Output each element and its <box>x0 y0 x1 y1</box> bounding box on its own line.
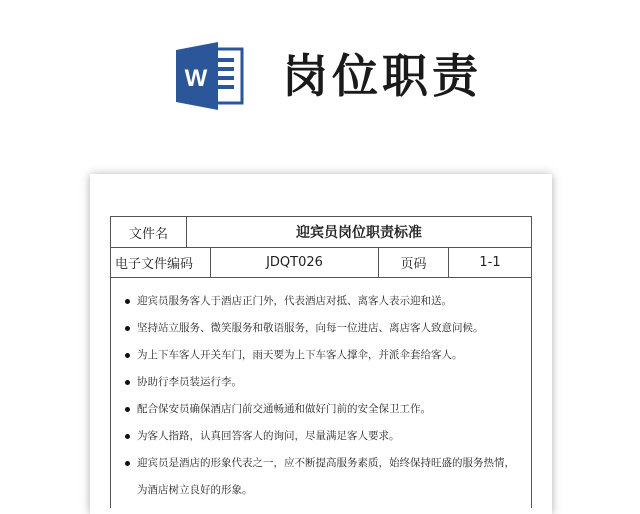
file-code-value: JDQT026 <box>211 248 379 277</box>
file-code-label: 电子文件编码 <box>111 248 211 277</box>
bullet-icon <box>125 461 130 466</box>
bullet-icon <box>125 299 130 304</box>
bullet-icon <box>125 353 130 358</box>
svg-text:W: W <box>184 65 208 92</box>
list-item: 迎宾员服务客人于酒店正门外，代表酒店对抵、离客人表示迎和送。 <box>121 288 531 315</box>
document-sheet <box>90 174 552 514</box>
list-item: 为上下车客人开关车门，雨天要为上下车客人撑伞，并派伞套给客人。 <box>121 342 531 369</box>
page-value: 1-1 <box>479 255 501 270</box>
file-name-label: 文件名 <box>111 217 187 247</box>
page-label: 页码 <box>379 248 449 277</box>
bullet-icon <box>125 380 130 385</box>
header <box>0 0 640 140</box>
word-icon <box>174 42 246 110</box>
list-item: 迎宾员是酒店的形象代表之一，应不断提高服务素质，始终保持旺盛的服务热情， <box>121 450 531 477</box>
page-title: 岗位职责 <box>282 49 482 103</box>
list-item: 配合保安员确保酒店门前交通畅通和做好门前的安全保卫工作。 <box>121 396 531 423</box>
list-item: 为客人指路，认真回答客人的询问，尽量满足客人要求。 <box>121 423 531 450</box>
bullet-icon <box>125 407 130 412</box>
bullet-icon <box>125 326 130 331</box>
list-item: 坚持站立服务、微笑服务和敬语服务，向每一位进店、离店客人致意问候。 <box>121 315 531 342</box>
form-row-code <box>111 248 531 278</box>
job-description-form <box>110 216 532 508</box>
bullet-icon <box>125 434 130 439</box>
document-title: 迎宾员岗位职责标准 <box>296 225 422 241</box>
list-item: 协助行李员装运行李。 <box>121 369 531 396</box>
list-item-continuation: 为酒店树立良好的形象。 <box>137 484 253 496</box>
form-row-title <box>111 217 531 248</box>
duties-list <box>111 278 531 508</box>
